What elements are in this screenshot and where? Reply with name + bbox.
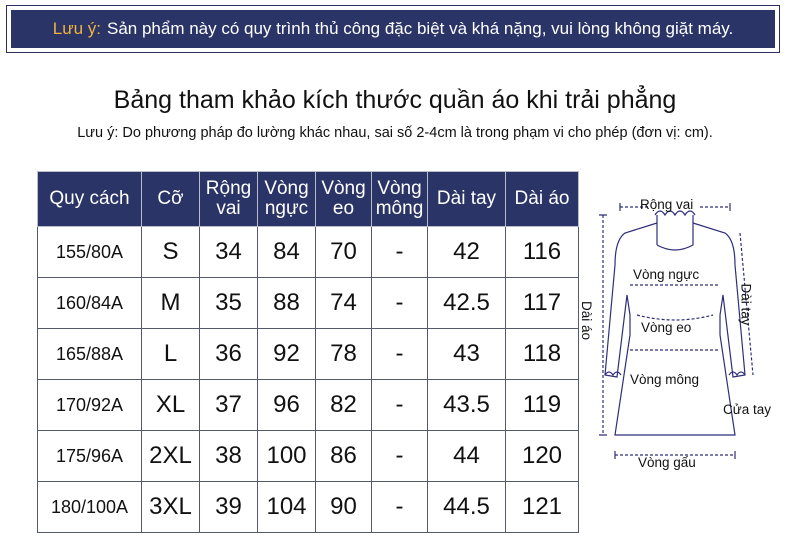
- cell-length: 121: [506, 482, 579, 533]
- cell-size: S: [142, 227, 200, 278]
- cell-shoulder: 34: [200, 227, 258, 278]
- cell-length: 118: [506, 329, 579, 380]
- cell-sleeve: 42.5: [428, 278, 506, 329]
- cell-waist: 74: [316, 278, 372, 329]
- table-row: [38, 482, 579, 533]
- table-row: [38, 227, 579, 278]
- cell-chest: 92: [258, 329, 316, 380]
- header-waist: Vòng eo: [316, 172, 372, 227]
- cell-shoulder: 36: [200, 329, 258, 380]
- header-spec: Quy cách: [38, 172, 142, 227]
- cell-chest: 104: [258, 482, 316, 533]
- header-shoulder: Rộng vai: [200, 172, 258, 227]
- cell-hip: -: [372, 380, 428, 431]
- cell-size: 3XL: [142, 482, 200, 533]
- label-shoulder: Rộng vai: [640, 197, 694, 212]
- cell-waist: 86: [316, 431, 372, 482]
- cell-chest: 84: [258, 227, 316, 278]
- cell-sleeve: 43: [428, 329, 506, 380]
- garment-measurement-diagram: [575, 185, 785, 475]
- cell-spec: 160/84A: [38, 278, 142, 329]
- table-row: [38, 431, 579, 482]
- table-row: [38, 278, 579, 329]
- cell-shoulder: 38: [200, 431, 258, 482]
- label-hem: Vòng gấu: [638, 455, 696, 470]
- page-title: Bảng tham khảo kích thước quần áo khi trải phẳng: [113, 86, 677, 114]
- cuff-right: [729, 372, 745, 375]
- cell-hip: -: [372, 431, 428, 482]
- cell-length: 116: [506, 227, 579, 278]
- label-chest: Vòng ngực: [633, 267, 700, 282]
- cell-spec: 170/92A: [38, 380, 142, 431]
- cell-length: 117: [506, 278, 579, 329]
- cell-sleeve: 44.5: [428, 482, 506, 533]
- cell-size: L: [142, 329, 200, 380]
- label-hip: Vòng mông: [630, 372, 700, 387]
- cell-shoulder: 39: [200, 482, 258, 533]
- cell-size: XL: [142, 380, 200, 431]
- header-sleeve: Dài tay: [428, 172, 506, 227]
- cell-chest: 88: [258, 278, 316, 329]
- cell-hip: -: [372, 329, 428, 380]
- cell-hip: -: [372, 227, 428, 278]
- measurement-note: Lưu ý: Do phương pháp đo lường khác nhau, sai số 2-4cm là trong phạm vi cho phép (đơn vị: cm).: [77, 125, 713, 141]
- notice-inner: [11, 10, 775, 48]
- cell-size: 2XL: [142, 431, 200, 482]
- cell-waist: 90: [316, 482, 372, 533]
- label-length: Dài áo: [579, 300, 595, 341]
- cell-chest: 96: [258, 380, 316, 431]
- label-sleeve: Dài tay: [738, 283, 754, 326]
- cell-hip: -: [372, 278, 428, 329]
- cell-shoulder: 35: [200, 278, 258, 329]
- label-waist: Vòng eo: [641, 320, 692, 335]
- cell-waist: 82: [316, 380, 372, 431]
- header-hip: Vòng mông: [372, 172, 428, 227]
- label-cuff: Cửa tay: [723, 402, 772, 417]
- table-row: [38, 329, 579, 380]
- cuff-left: [605, 372, 621, 375]
- cell-chest: 100: [258, 431, 316, 482]
- cell-sleeve: 44: [428, 431, 506, 482]
- table-row: [38, 380, 579, 431]
- header-length: Dài áo: [506, 172, 579, 227]
- table-header-row: [38, 172, 579, 227]
- cell-hip: -: [372, 482, 428, 533]
- header-size: Cỡ: [142, 172, 200, 227]
- cell-length: 119: [506, 380, 579, 431]
- cell-shoulder: 37: [200, 380, 258, 431]
- size-table: [37, 171, 579, 533]
- cell-sleeve: 43.5: [428, 380, 506, 431]
- notice-text: Sản phẩm này có quy trình thủ công đặc biệt và khá nặng, vui lòng không giặt máy.: [106, 19, 734, 38]
- cell-waist: 78: [316, 329, 372, 380]
- notice-banner: [6, 5, 780, 53]
- collar-ruffle: [655, 211, 695, 250]
- header-chest: Vòng ngực: [258, 172, 316, 227]
- cell-length: 120: [506, 431, 579, 482]
- cell-spec: 155/80A: [38, 227, 142, 278]
- notice-label: Lưu ý:: [52, 19, 101, 38]
- cell-spec: 165/88A: [38, 329, 142, 380]
- cell-sleeve: 42: [428, 227, 506, 278]
- cell-size: M: [142, 278, 200, 329]
- cell-waist: 70: [316, 227, 372, 278]
- cell-spec: 175/96A: [38, 431, 142, 482]
- cell-spec: 180/100A: [38, 482, 142, 533]
